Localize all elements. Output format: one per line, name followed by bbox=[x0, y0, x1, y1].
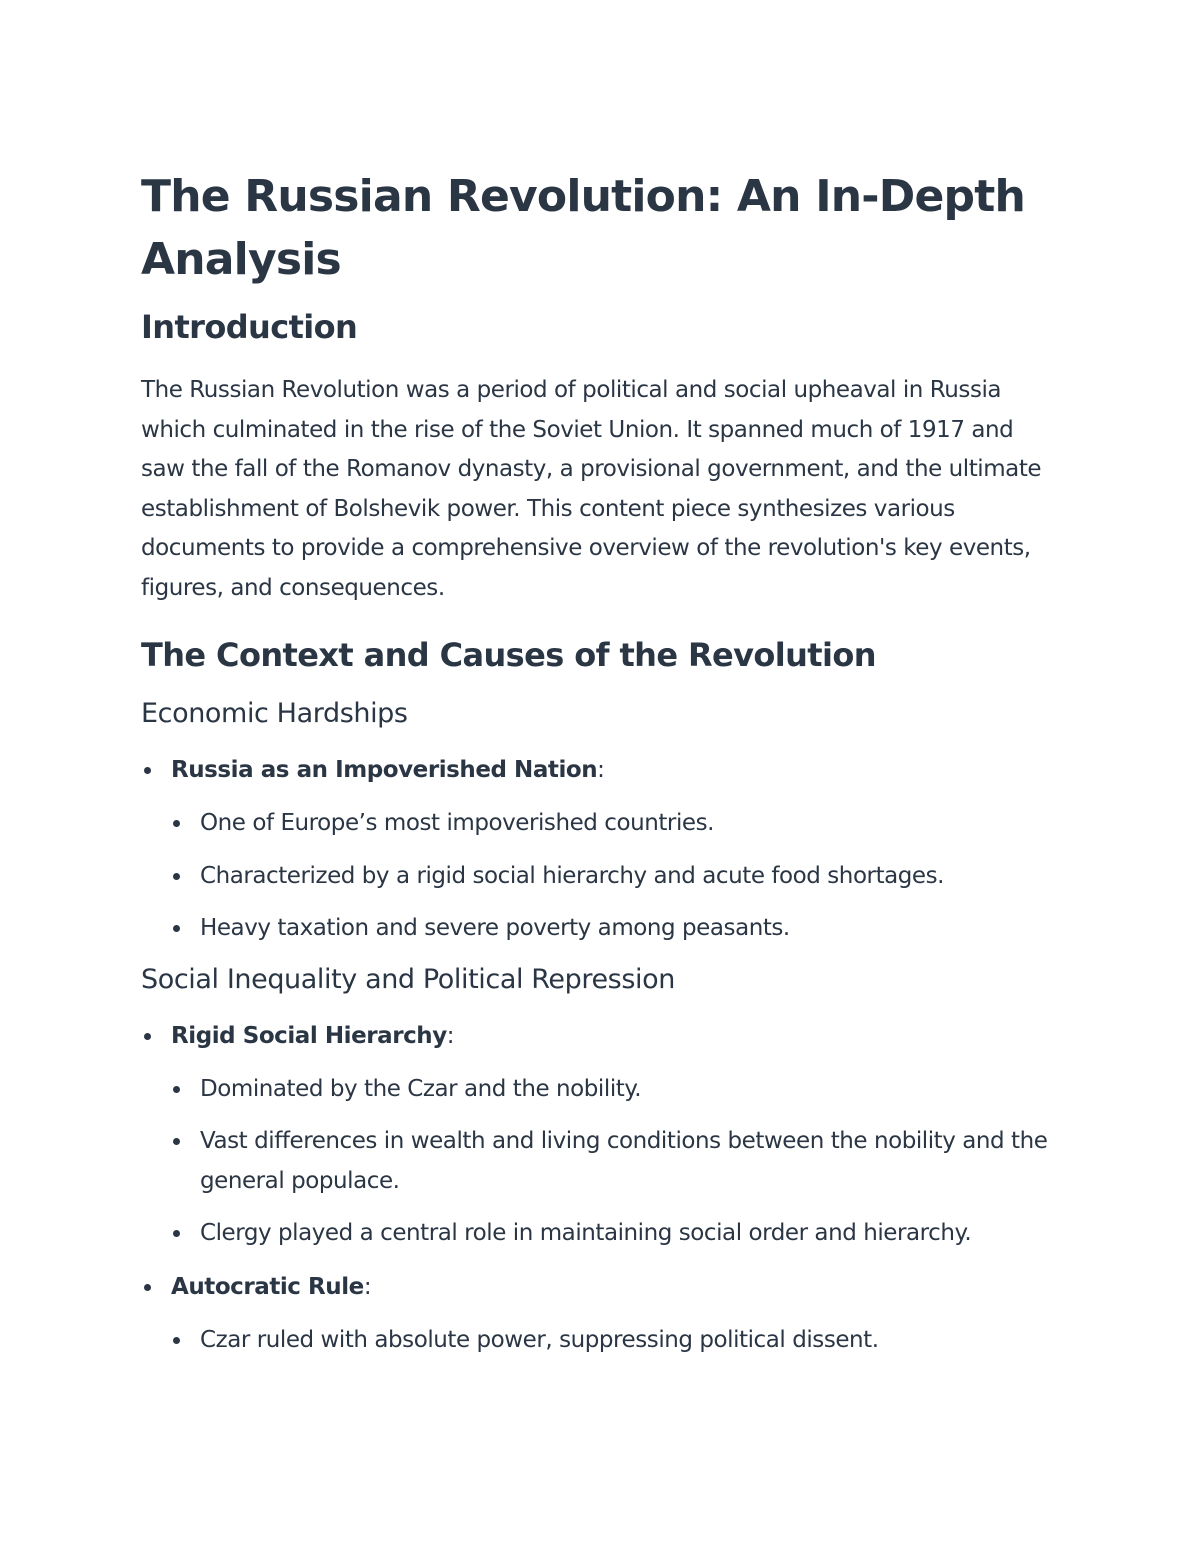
list-item-label: Rigid Social Hierarchy bbox=[171, 1022, 447, 1049]
list-item-text: Czar ruled with absolute power, suppressing political dissent. bbox=[200, 1326, 879, 1353]
list-item bbox=[141, 1070, 1061, 1110]
list-item-suffix: : bbox=[363, 1273, 372, 1300]
list-item bbox=[141, 1214, 1061, 1254]
list-item-suffix: : bbox=[446, 1022, 455, 1049]
list-item-label: Autocratic Rule bbox=[171, 1273, 364, 1300]
list-item bbox=[141, 804, 1061, 844]
list-item bbox=[141, 1321, 1061, 1361]
bullet-icon bbox=[144, 1284, 151, 1291]
intro-heading: Introduction bbox=[141, 308, 358, 346]
list-item-text: Characterized by a rigid social hierarchy and acute food shortages. bbox=[200, 862, 945, 889]
list-item-text: Heavy taxation and severe poverty among peasants. bbox=[200, 915, 790, 942]
list-item bbox=[141, 1122, 1061, 1201]
list-item bbox=[141, 1017, 1061, 1057]
list-item-label: Russia as an Impoverished Nation bbox=[171, 756, 598, 783]
bullet-icon bbox=[144, 1033, 151, 1040]
list-item bbox=[141, 751, 1061, 791]
page-title: The Russian Revolution: An In-Depth Analysis bbox=[141, 171, 1025, 285]
economic-list bbox=[141, 751, 1061, 949]
bullet-icon bbox=[173, 820, 180, 827]
bullet-icon bbox=[173, 925, 180, 932]
bullet-icon bbox=[144, 767, 151, 774]
list-item-text: Dominated by the Czar and the nobility. bbox=[200, 1075, 642, 1102]
social-list bbox=[141, 1017, 1061, 1360]
section-heading: The Context and Causes of the Revolution bbox=[141, 635, 876, 674]
bullet-icon bbox=[173, 873, 180, 880]
bullet-icon bbox=[173, 1337, 180, 1344]
list-item-text: Clergy played a central role in maintaining social order and hierarchy. bbox=[200, 1220, 972, 1247]
bullet-icon bbox=[173, 1086, 180, 1093]
bullet-icon bbox=[173, 1138, 180, 1145]
list-item-suffix: : bbox=[597, 756, 605, 783]
list-item-text: Vast differences in wealth and living conditions between the nobility and the general populace. bbox=[200, 1128, 1048, 1194]
economic-heading: Economic Hardships bbox=[141, 697, 408, 729]
list-item bbox=[141, 857, 1061, 897]
list-item-text: One of Europe’s most impoverished countries. bbox=[200, 810, 714, 837]
bullet-icon bbox=[173, 1230, 180, 1237]
intro-paragraph: The Russian Revolution was a period of political and social upheaval in Russia which culminated in the rise of the Soviet Union. It spanned much of 1917 and saw the fall of the Romanov dynasty, a provisional government, and the ultimate establishment of Bolshevik power. This content piece synthesizes various documents to provide a comprehensive overview of the revolution's key events, figures, and consequences. bbox=[141, 377, 1042, 601]
document-page bbox=[141, 165, 1061, 1360]
list-item bbox=[141, 1268, 1061, 1308]
social-heading: Social Inequality and Political Repression bbox=[141, 963, 675, 995]
list-item bbox=[141, 909, 1061, 949]
